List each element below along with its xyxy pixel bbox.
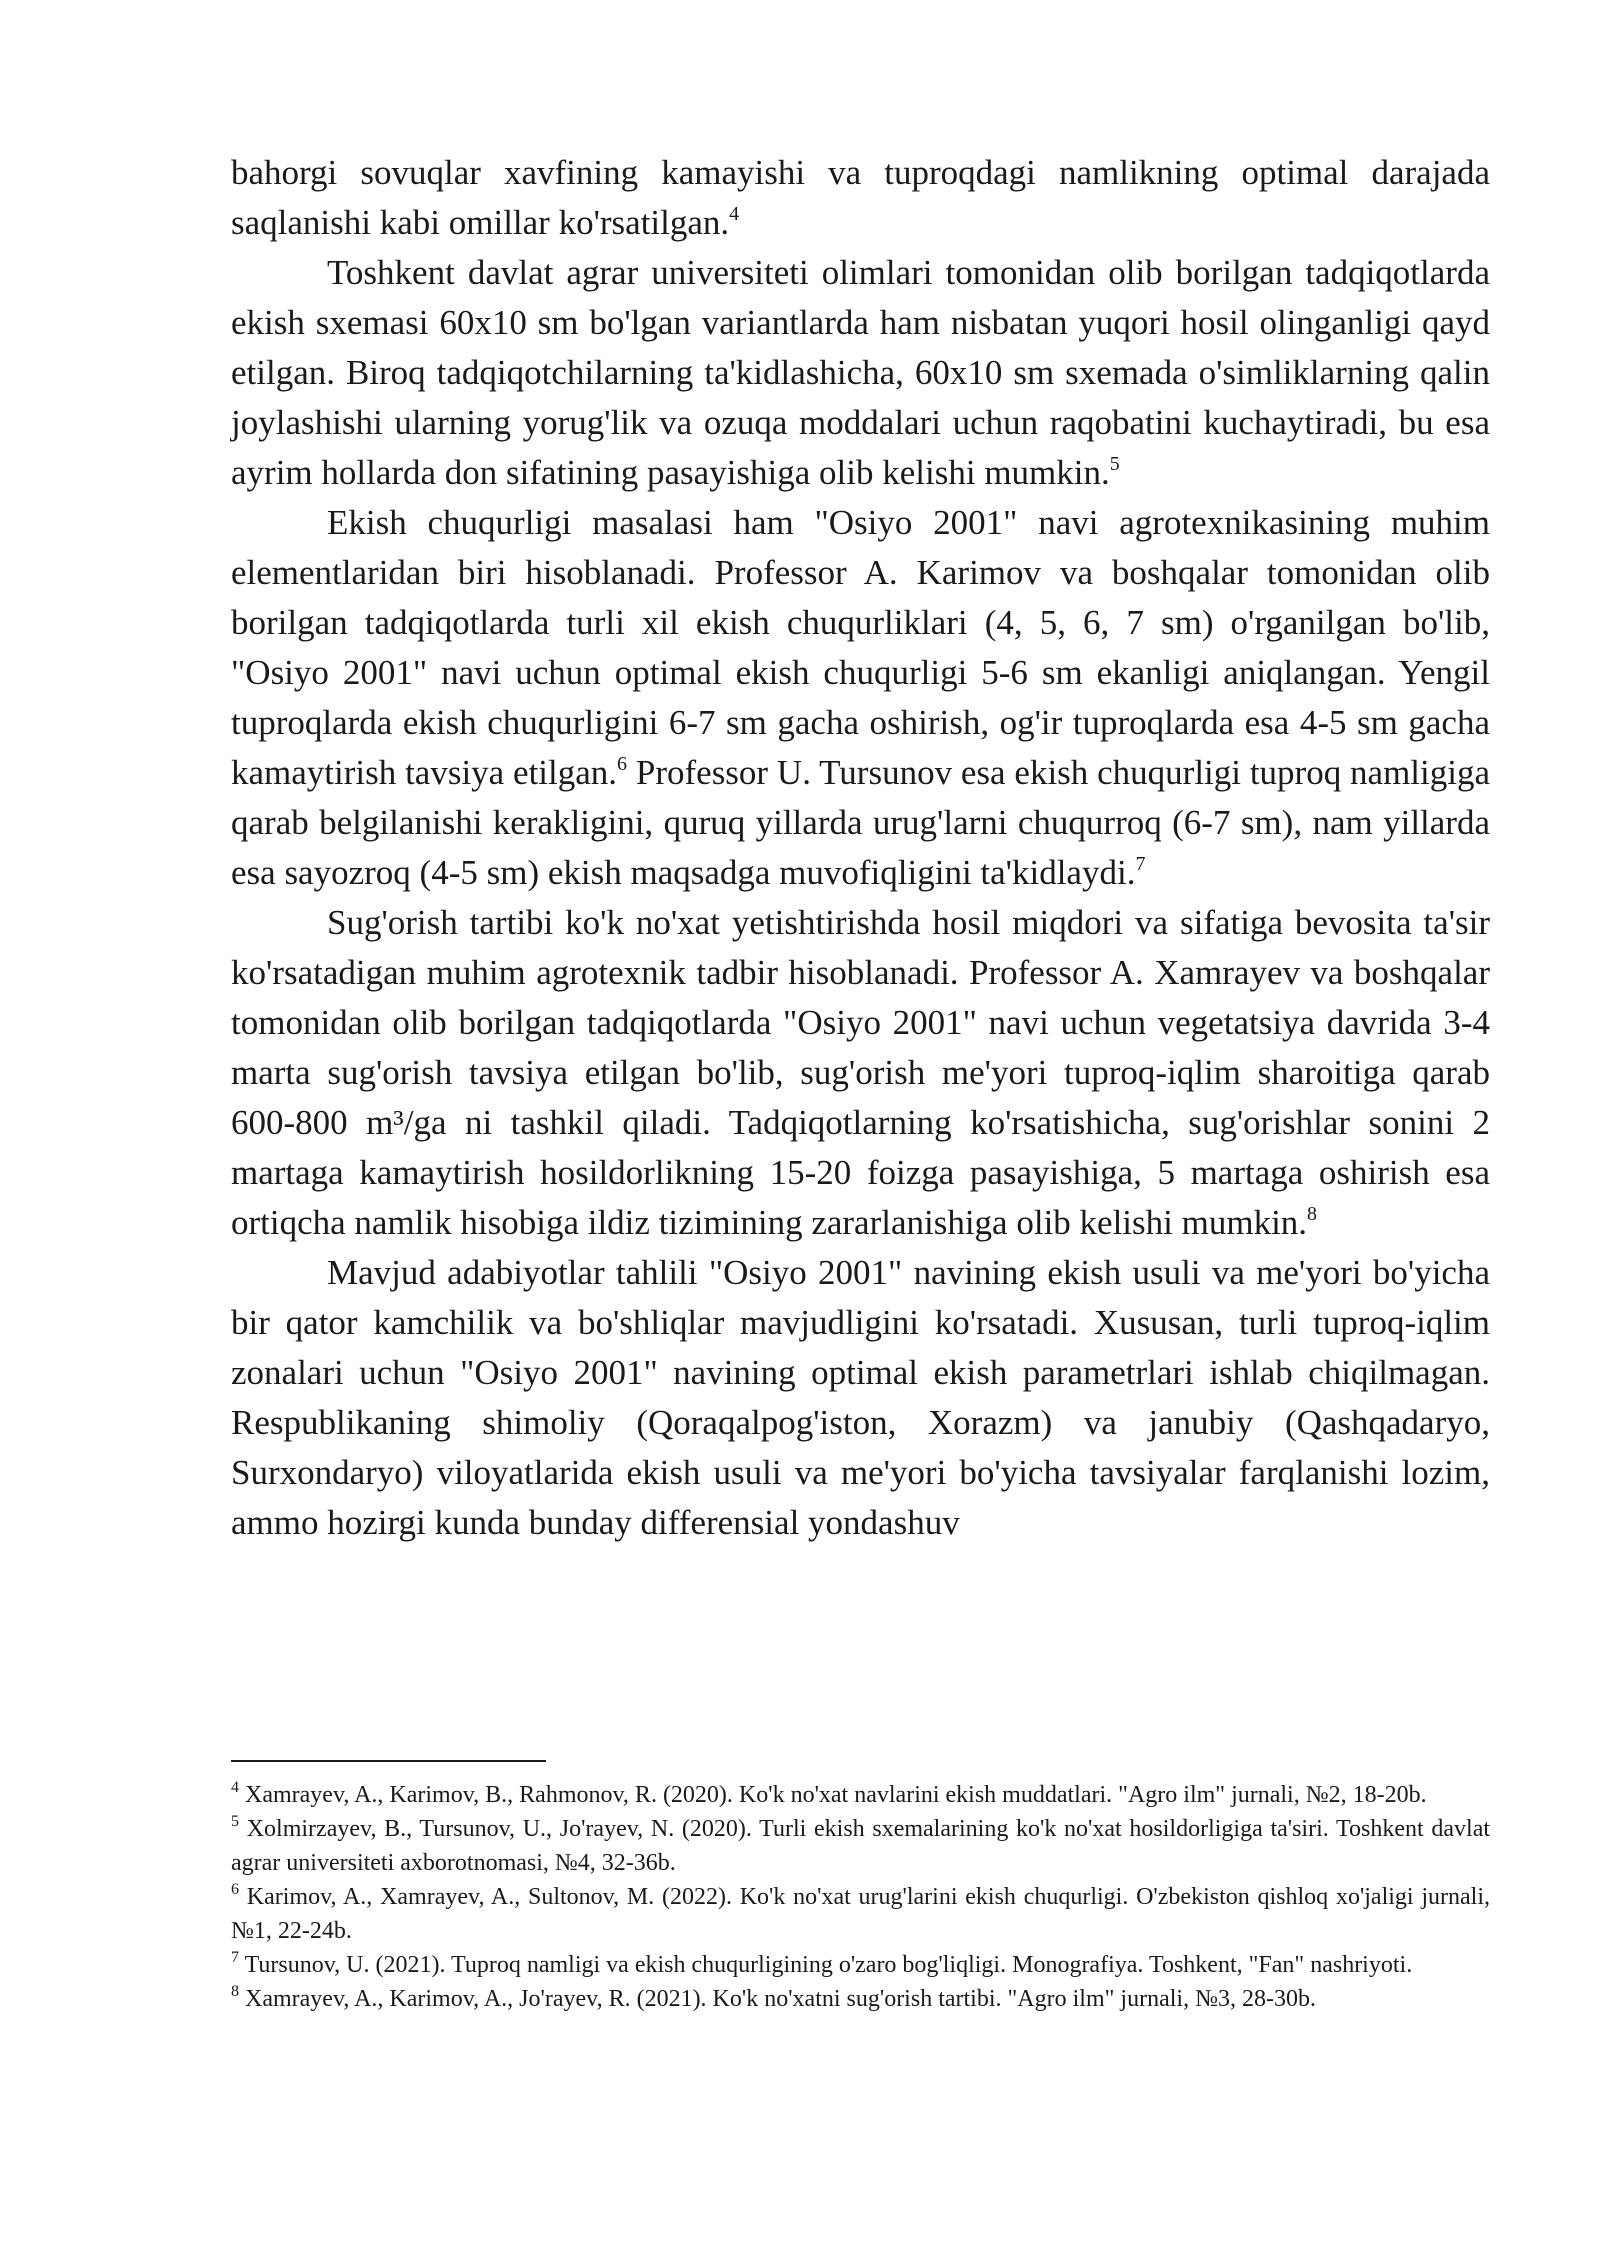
footnote-text: Xamrayev, A., Karimov, A., Jo'rayev, R. (2021). Ko'k no'xatni sug'orish tartibi. "Agro ilm" jurnali, №3, 28-30b. — [245, 1986, 1316, 2012]
paragraph-text: Toshkent davlat agrar universiteti olimlari tomonidan olib borilgan tadqiqotlarda ekish sxemasi 60x10 sm bo'lgan variantlarda ham nisbatan yuqori hosil olinganligi qayd etilgan. Biroq tadqiqotchilarning ta'kidlashicha, 60x10 sm sxemada o'simliklarning qalin joylashishi ularning yorug'lik va ozuqa moddalari uchun raqobatini kuchaytiradi, bu esa ayrim hollarda don sifatining pasayishiga olib kelishi mumkin. — [231, 253, 1490, 492]
footnote-number: 8 — [231, 1983, 239, 2000]
footnote-ref[interactable]: 8 — [1307, 1203, 1318, 1225]
footnote-8 — [231, 1982, 1490, 2016]
document-body — [231, 148, 1490, 1548]
paragraph-text: Ekish chuqurligi masalasi ham "Osiyo 2001" navi agrotexnikasining muhim elementlaridan biri hisoblanadi. Professor A. Karimov va boshqalar tomonidan olib borilgan tadqiqotlarda turli xil ekish chuqurliklari (4, 5, 6, 7 sm) o'rganilgan bo'lib, "Osiyo 2001" navi uchun optimal ekish chuqurligi 5-6 sm ekanligi aniqlangan. Yengil tuproqlarda ekish chuqurligini 6-7 sm gacha oshirish, og'ir tuproqlarda esa 4-5 sm gacha kamaytirish tavsiya etilgan. — [231, 503, 1490, 792]
footnote-text: Tursunov, U. (2021). Tuproq namligi va ekish chuqurligining o'zaro bog'liqligi. Monografiya. Toshkent, "Fan" nashriyoti. — [244, 1952, 1413, 1978]
paragraph-3 — [231, 498, 1490, 898]
paragraph-text: Mavjud adabiyotlar tahlili "Osiyo 2001" navining ekish usuli va me'yori bo'yicha bir qator kamchilik va bo'shliqlar mavjudligini ko'rsatadi. Xususan, turli tuproq-iqlim zonalari uchun "Osiyo 2001" navining optimal ekish parametrlari ishlab chiqilmagan. Respublikaning shimoliy (Qoraqalpog'iston, Xorazm) va janubiy (Qashqadaryo, Surxondaryo) viloyatlarida ekish usuli va me'yori bo'yicha tavsiyalar farqlanishi lozim, ammo hozirgi kunda bunday differensial yondashuv — [231, 1253, 1490, 1542]
footnote-ref[interactable]: 7 — [1135, 853, 1146, 875]
paragraph-text: Professor U. Tursunov esa ekish chuqurligi tuproq namligiga qarab belgilanishi kerakligini, quruq yillarda urug'larni chuqurroq (6-7 sm), nam yillarda esa sayozroq (4-5 sm) ekish maqsadga muvofiqligini ta'kidlaydi. — [231, 753, 1490, 892]
footnote-ref[interactable]: 5 — [1109, 453, 1120, 475]
footnote-divider — [231, 1760, 546, 1762]
paragraph-2 — [231, 248, 1490, 498]
paragraph-4 — [231, 898, 1490, 1248]
paragraph-text: Sug'orish tartibi ko'k no'xat yetishtirishda hosil miqdori va sifatiga bevosita ta'sir ko'rsatadigan muhim agrotexnik tadbir hisoblanadi. Professor A. Xamrayev va boshqalar tomonidan olib borilgan tadqiqotlarda "Osiyo 2001" navi uchun vegetatsiya davrida 3-4 marta sug'orish tavsiya etilgan bo'lib, sug'orish me'yori tuproq-iqlim sharoitiga qarab 600-800 m³/ga ni tashkil qiladi. Tadqiqotlarning ko'rsatishicha, sug'orishlar sonini 2 martaga kamaytirish hosildorlikning 15-20 foizga pasayishiga, 5 martaga oshirish esa ortiqcha namlik hisobiga ildiz tizimining zararlanishiga olib kelishi mumkin. — [231, 903, 1490, 1242]
paragraph-1 — [231, 148, 1490, 248]
footnote-number: 7 — [231, 1949, 239, 1966]
footnote-5 — [231, 1812, 1490, 1880]
footnote-ref[interactable]: 4 — [729, 203, 740, 225]
footnote-text: Xamrayev, A., Karimov, B., Rahmonov, R. (2020). Ko'k no'xat navlarini ekish muddatlari. "Agro ilm" jurnali, №2, 18-20b. — [245, 1782, 1427, 1808]
footnote-text: Xolmirzayev, B., Tursunov, U., Jo'rayev, N. (2020). Turli ekish sxemalarining ko'k no'xat hosildorligiga ta'siri. Toshkent davlat agrar universiteti axborotnomasi, №4, 32-36b. — [231, 1816, 1491, 1876]
footnotes-section — [231, 1760, 1490, 2016]
footnote-number: 6 — [231, 1881, 239, 1898]
footnote-number: 4 — [231, 1779, 239, 1796]
paragraph-5 — [231, 1248, 1490, 1548]
footnote-number: 5 — [231, 1813, 239, 1830]
footnote-7 — [231, 1948, 1490, 1982]
footnote-text: Karimov, A., Xamrayev, A., Sultonov, M. (2022). Ko'k no'xat urug'larini ekish chuqurligi. O'zbekiston qishloq xo'jaligi jurnali, №1, 22-24b. — [231, 1884, 1490, 1944]
footnote-ref[interactable]: 6 — [617, 753, 628, 775]
footnote-4 — [231, 1778, 1490, 1812]
footnote-6 — [231, 1880, 1490, 1948]
paragraph-text: bahorgi sovuqlar xavfining kamayishi va tuproqdagi namlikning optimal darajada saqlanishi kabi omillar ko'rsatilgan. — [231, 153, 1490, 242]
